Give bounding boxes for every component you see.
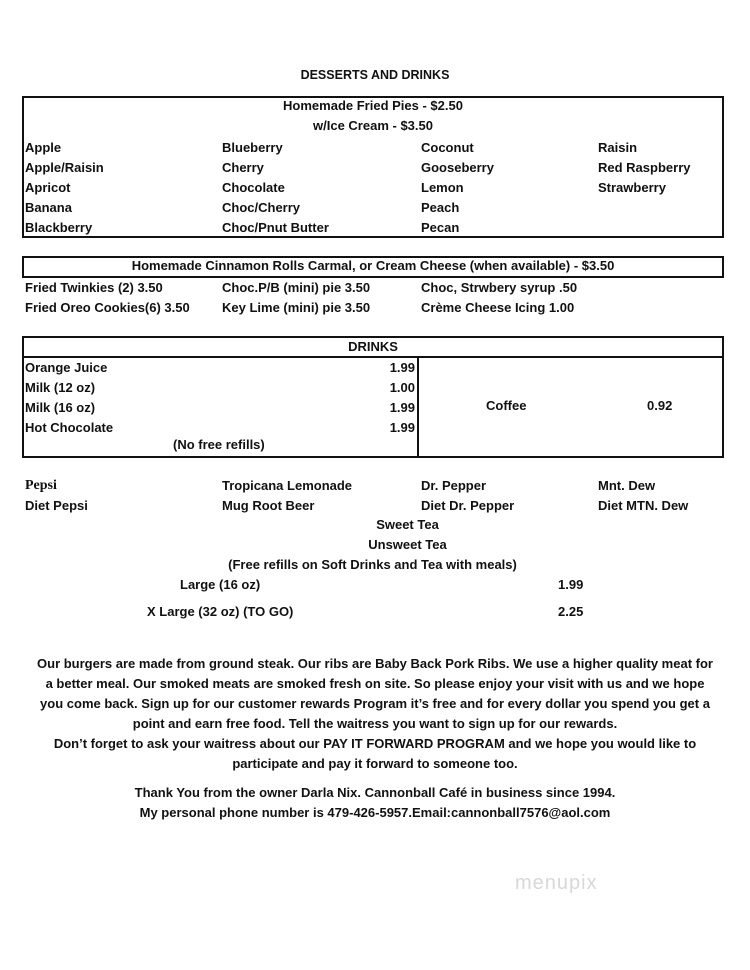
pie-item: Choc/Cherry: [222, 200, 301, 215]
dessert-extra-item: Fried Oreo Cookies(6) 3.50: [25, 300, 190, 315]
pie-item: Gooseberry: [421, 160, 494, 175]
info-line: participate and pay it forward to someone too.: [232, 756, 518, 771]
info-line: you come back. Sign up for our customer rewards Program it’s free and for every dollar you spend you get a: [40, 696, 710, 711]
drink-name: Milk (16 oz): [25, 400, 96, 415]
drinks-prices: [340, 358, 415, 438]
pie-item: Strawberry: [598, 180, 666, 195]
dessert-extras-col-3: [421, 278, 577, 318]
soda-item: Diet Dr. Pepper: [421, 498, 515, 513]
xlarge-size-label: X Large (32 oz) (TO GO): [147, 604, 294, 619]
pie-item: Apple/Raisin: [25, 160, 104, 175]
drink-price: 1.99: [389, 400, 415, 415]
no-refills-note: (No free refills): [173, 437, 265, 452]
pie-item: Apple: [25, 140, 62, 155]
large-size-price: 1.99: [558, 577, 584, 592]
drink-price: 1.99: [389, 360, 415, 375]
owner-thanks: [20, 783, 730, 823]
coffee-price: 0.92: [647, 398, 673, 413]
info-line: point and earn free food. Tell the waitress you want to sign up for our rewards.: [132, 716, 618, 731]
pie-item: Blueberry: [222, 140, 283, 155]
sweet-tea: Sweet Tea: [376, 517, 439, 532]
menupix-watermark: menupix: [515, 872, 598, 894]
dessert-extra-item: Choc, Strwbery syrup .50: [421, 280, 578, 295]
pie-item: Chocolate: [222, 180, 285, 195]
info-line: Don’t forget to ask your waitress about our PAY IT FORWARD PROGRAM and we hope you would like to: [53, 736, 697, 751]
pie-col-3: [421, 138, 494, 238]
pie-item: Pecan: [421, 220, 460, 235]
pie-item: Peach: [421, 200, 460, 215]
pie-col-2: [222, 138, 329, 238]
soda-pepsi: Pepsi: [25, 478, 57, 493]
page-title: DESSERTS AND DRINKS: [300, 68, 450, 82]
soda-item: Diet Pepsi: [25, 498, 88, 513]
drinks-names: [25, 358, 113, 438]
soda-item: Dr. Pepper: [421, 478, 487, 493]
info-line: Our burgers are made from ground steak. Our ribs are Baby Back Pork Ribs. We use a higher quality meat for: [37, 656, 713, 671]
pie-item: Apricot: [25, 180, 71, 195]
drink-price: 1.00: [389, 380, 415, 395]
free-refills-note: (Free refills on Soft Drinks and Tea with meals): [228, 557, 517, 572]
dessert-extras-col-2: [222, 278, 370, 318]
large-size-label: Large (16 oz): [180, 577, 261, 592]
pie-col-1: [25, 138, 104, 238]
drink-name: Milk (12 oz): [25, 380, 96, 395]
drinks-heading: DRINKS: [348, 339, 398, 354]
pie-item: Coconut: [421, 140, 474, 155]
drink-name: Hot Chocolate: [25, 420, 114, 435]
pie-item: Cherry: [222, 160, 264, 175]
pies-icecream-heading: w/Ice Cream - $3.50: [313, 118, 433, 133]
pie-item: Choc/Pnut Butter: [222, 220, 329, 235]
soda-item: Tropicana Lemonade: [222, 478, 353, 493]
drink-price: 1.99: [389, 420, 415, 435]
soda-item: Diet MTN. Dew: [598, 498, 689, 513]
pie-item: Red Raspberry: [598, 160, 691, 175]
cinnamon-heading: Homemade Cinnamon Rolls Carmal, or Cream Cheese (when available) - $3.50: [131, 258, 615, 273]
drink-name: Orange Juice: [25, 360, 108, 375]
soda-item: Mug Root Beer: [222, 498, 315, 513]
pie-item: Banana: [25, 200, 72, 215]
thanks-line: Thank You from the owner Darla Nix. Cannonball Café in business since 1994.: [134, 785, 616, 800]
dessert-extra-item: Choc.P/B (mini) pie 3.50: [222, 280, 371, 295]
dessert-extra-item: Crème Cheese Icing 1.00: [421, 300, 575, 315]
restaurant-info: [20, 654, 730, 774]
dessert-extra-item: Fried Twinkies (2) 3.50: [25, 280, 163, 295]
pie-item: Lemon: [421, 180, 464, 195]
pie-item: Raisin: [598, 140, 638, 155]
xlarge-size-price: 2.25: [558, 604, 584, 619]
dessert-extra-item: Key Lime (mini) pie 3.50: [222, 300, 371, 315]
contact-line: My personal phone number is 479-426-5957.Email:cannonball7576@aol.com: [139, 805, 611, 820]
info-line: a better meal. Our smoked meats are smoked fresh on site. So please enjoy your visit with us and we hope: [45, 676, 705, 691]
coffee-label: Coffee: [486, 398, 527, 413]
dessert-extras-col-1: [25, 278, 190, 318]
soda-item: Mnt. Dew: [598, 478, 656, 493]
pie-col-4: [598, 138, 690, 198]
pies-heading: Homemade Fried Pies - $2.50: [283, 98, 463, 113]
pie-item: Blackberry: [25, 220, 93, 235]
drinks-column-divider: [417, 356, 419, 458]
unsweet-tea: Unsweet Tea: [368, 537, 447, 552]
